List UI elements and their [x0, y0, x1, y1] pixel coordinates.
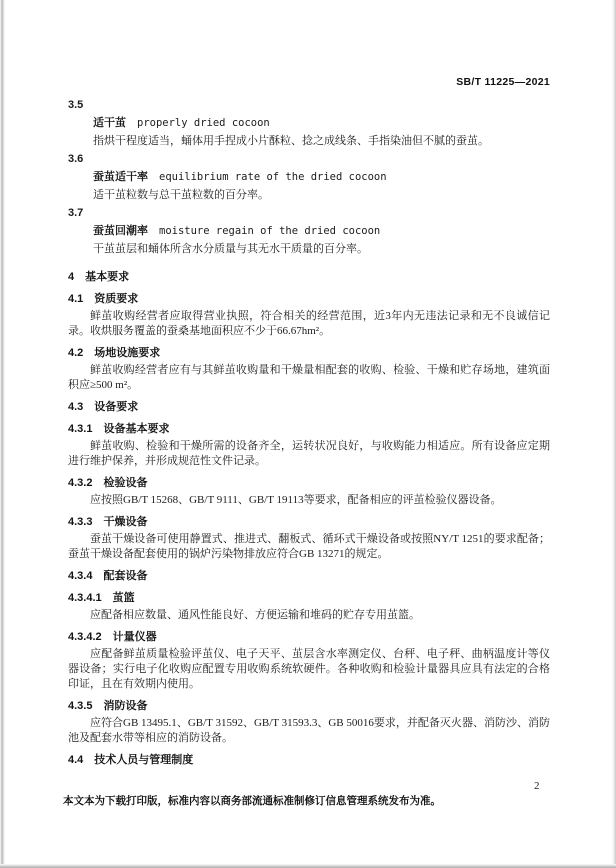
- section-heading-4: [68, 269, 550, 285]
- section-paragraph: 蚕茧干燥设备可使用静置式、推进式、翻板式、循环式干燥设备或按照NY/T 1251的要求配备；蚕茧干燥设备配套使用的锅炉污染物排放应符合GB 13271的规定。: [68, 533, 550, 560]
- section-title: 干燥设备: [103, 516, 148, 528]
- term-definition: 指烘干程度适当，蛹体用手捏成小片酥粒、捻之成线条、手指染油但不腻的蚕茧。: [93, 135, 489, 147]
- section-number: 4.3: [68, 401, 84, 413]
- section-heading-4-3-5: [68, 698, 550, 714]
- section-heading-4-3-1: [68, 421, 550, 437]
- section-title: 基本要求: [85, 271, 130, 283]
- section-number: 4.2: [68, 347, 84, 359]
- term-chinese: 适干茧: [93, 117, 126, 129]
- section-number: 4: [68, 271, 75, 283]
- section-paragraph: 应按照GB/T 15268、GB/T 9111、GB/T 19113等要求，配备相应的评茧检验仪器设备。: [90, 494, 502, 506]
- footer-note: 本文本为下载打印版，标准内容以商务部流通标准制修订信息管理系统发布为准。: [63, 796, 441, 807]
- term-entry-3-6: [68, 150, 550, 204]
- section-paragraph: 鲜茧收购经营者应有与其鲜茧收购量和干燥量相配套的收购、检验、干燥和贮存场地，建筑面积应≥500 m²。: [68, 364, 550, 391]
- section-paragraph: 应配备鲜茧质量检验评茧仪、电子天平、茧层含水率测定仪、台秤、电子秤、曲柄温度计等仪器设备；实行电子化收购应配置专用收购系统软硬件。各种收购和检验计量器具应具有法定的合格印证，且在有效期内使用。: [68, 648, 550, 690]
- section-heading-4-1: [68, 291, 550, 307]
- section-title: 计量仪器: [112, 631, 157, 643]
- term-title: [68, 222, 550, 240]
- section-title: 技术人员与管理制度: [94, 754, 194, 766]
- term-definition: 干茧茧层和蛹体所含水分质量与其无水干质量的百分率。: [93, 243, 368, 255]
- term-title: [68, 168, 550, 186]
- term-entry-3-5: [68, 96, 550, 150]
- term-chinese: 蚕茧回潮率: [93, 225, 148, 237]
- section-number: 4.3.4.2: [68, 631, 102, 643]
- section-number: 4.3.5: [68, 700, 93, 712]
- term-english: properly dried cocoon: [137, 117, 270, 129]
- section-paragraph: 应符合GB 13495.1、GB/T 31592、GB/T 31593.3、GB 50016要求，并配备灭火器、消防沙、消防池及配套水带等相应的消防设备。: [68, 717, 550, 744]
- term-chinese: 蚕茧适干率: [93, 171, 148, 183]
- term-title: [68, 114, 550, 132]
- section-number: 4.3.4.1: [68, 592, 102, 604]
- section-heading-4-3-2: [68, 475, 550, 491]
- section-number: 4.3.2: [68, 477, 93, 489]
- section-title: 检验设备: [103, 477, 148, 489]
- term-english: moisture regain of the dried cocoon: [159, 225, 381, 237]
- terms-section: [68, 96, 550, 258]
- section-title: 设备要求: [94, 401, 139, 413]
- term-entry-3-7: [68, 204, 550, 258]
- page-content: [68, 76, 550, 768]
- section-number: 4.1: [68, 293, 84, 305]
- page-edge-right: [612, 0, 616, 868]
- section-heading-4-3-4: [68, 568, 550, 584]
- section-heading-4-2: [68, 345, 550, 361]
- section-paragraph: 应配备相应数量、通风性能良好、方便运输和堆码的贮存专用茧篮。: [90, 609, 420, 621]
- page-edge-left: [0, 0, 5, 868]
- term-definition: 适干茧粒数与总干茧粒数的百分率。: [93, 189, 269, 201]
- term-number: 3.7: [68, 207, 84, 219]
- term-number: 3.6: [68, 153, 84, 165]
- section-heading-4-3: [68, 399, 550, 415]
- section-number: 4.4: [68, 754, 84, 766]
- section-number: 4.3.3: [68, 516, 93, 528]
- section-number: 4.3.4: [68, 570, 93, 582]
- section-heading-4-4: [68, 752, 550, 768]
- section-paragraph: 鲜茧收购经营者应取得营业执照，符合相关的经营范围，近3年内无违法记录和无不良诚信记录。收烘服务覆盖的蚕桑基地面积应不少于66.67hm²。: [68, 310, 550, 337]
- section-title: 配套设备: [103, 570, 148, 582]
- page-number: 2: [534, 780, 540, 792]
- term-english: equilibrium rate of the dried cocoon: [159, 171, 387, 183]
- section-heading-4-3-4-1: [68, 590, 550, 606]
- section-title: 消防设备: [103, 700, 148, 712]
- section-title: 设备基本要求: [103, 423, 170, 435]
- section-paragraph: 鲜茧收购、检验和干燥所需的设备齐全，运转状况良好，与收购能力相适应。所有设备应定期进行维护保养，并形成规范性文件记录。: [68, 440, 550, 467]
- section-title: 场地设施要求: [94, 347, 161, 359]
- standard-code: SB/T 11225—2021: [456, 76, 550, 88]
- page-edge-bottom: [0, 864, 616, 868]
- section-title: 资质要求: [94, 293, 139, 305]
- section-title: 茧篮: [112, 592, 135, 604]
- term-number: 3.5: [68, 99, 84, 111]
- section-heading-4-3-4-2: [68, 629, 550, 645]
- section-number: 4.3.1: [68, 423, 93, 435]
- section-heading-4-3-3: [68, 514, 550, 530]
